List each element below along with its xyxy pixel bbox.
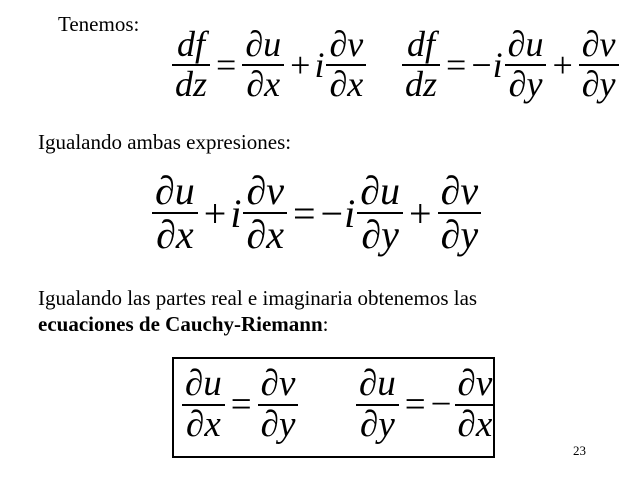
cauchy-riemann-equation-2	[354, 365, 497, 445]
numerator: ∂v	[581, 24, 616, 64]
denominator: ∂x	[457, 403, 493, 445]
denominator: ∂y	[581, 63, 616, 104]
numerator: ∂u	[359, 363, 396, 404]
plus-sign: +	[552, 44, 573, 85]
fraction-du-dy	[357, 170, 403, 256]
imaginary-unit: i	[344, 190, 356, 236]
equals-sign: =	[446, 44, 467, 85]
minus-sign: −	[430, 384, 452, 426]
denominator: ∂x	[246, 212, 284, 257]
numerator: ∂u	[155, 168, 195, 213]
fraction-df-dz	[402, 26, 440, 104]
page-number: 23	[573, 443, 586, 458]
numerator: ∂v	[246, 168, 284, 213]
equals-sign: =	[292, 190, 316, 236]
numerator: ∂v	[329, 24, 364, 64]
cauchy-riemann-equation-1	[180, 365, 300, 445]
numerator: ∂u	[185, 363, 222, 404]
denominator: ∂x	[246, 63, 281, 104]
cauchy-riemann-term: ecuaciones de Cauchy-Riemann	[38, 312, 323, 336]
fraction-dv-dx	[326, 26, 366, 104]
fraction-du-dy	[356, 365, 399, 445]
fraction-dv-dx	[243, 170, 287, 256]
imaginary-unit: i	[230, 190, 242, 236]
plus-sign: +	[290, 44, 311, 85]
equals-sign: =	[404, 384, 426, 426]
combined-equation	[150, 170, 483, 256]
numerator: ∂v	[440, 168, 479, 213]
fraction-dv-dy	[438, 170, 482, 256]
numerator: ∂u	[360, 168, 400, 213]
numerator: ∂v	[260, 363, 296, 404]
derivative-equation-y	[400, 26, 621, 104]
plus-sign: +	[409, 190, 432, 236]
equating-text: Igualando ambas expresiones:	[38, 130, 292, 154]
parts-text-line2	[38, 314, 329, 335]
denominator: ∂x	[329, 63, 364, 104]
denominator: ∂x	[186, 403, 221, 445]
fraction-dv-dy	[258, 365, 299, 445]
minus-sign: −	[320, 190, 344, 236]
intro-text: Tenemos:	[58, 12, 140, 36]
equals-sign: =	[230, 384, 252, 426]
imaginary-unit: i	[492, 44, 503, 85]
denominator: ∂y	[440, 212, 479, 257]
fraction-du-dx	[182, 365, 225, 445]
plus-sign: +	[203, 190, 227, 236]
cauchy-riemann-box	[172, 357, 495, 458]
numerator: df	[177, 24, 206, 64]
numerator: df	[407, 24, 436, 64]
fraction-du-dx	[152, 170, 198, 256]
imaginary-unit: i	[314, 44, 325, 85]
minus-sign: −	[471, 44, 492, 85]
numerator: ∂v	[457, 363, 493, 404]
denominator: dz	[175, 63, 208, 104]
fraction-dv-dx	[455, 365, 496, 445]
colon: :	[322, 312, 329, 336]
numerator: ∂u	[507, 24, 544, 64]
fraction-du-dx	[242, 26, 284, 104]
fraction-du-dy	[505, 26, 547, 104]
denominator: ∂y	[361, 212, 399, 257]
denominator: ∂x	[156, 212, 194, 257]
numerator: ∂u	[245, 24, 282, 64]
denominator: dz	[405, 63, 438, 104]
derivative-equation-x	[170, 26, 368, 104]
denominator: ∂y	[360, 403, 395, 445]
fraction-df-dz	[172, 26, 210, 104]
equals-sign: =	[216, 44, 237, 85]
denominator: ∂y	[260, 403, 296, 445]
parts-text-line1: Igualando las partes real e imaginaria obtenemos las	[38, 286, 478, 310]
denominator: ∂y	[508, 63, 543, 104]
fraction-dv-dy	[579, 26, 619, 104]
